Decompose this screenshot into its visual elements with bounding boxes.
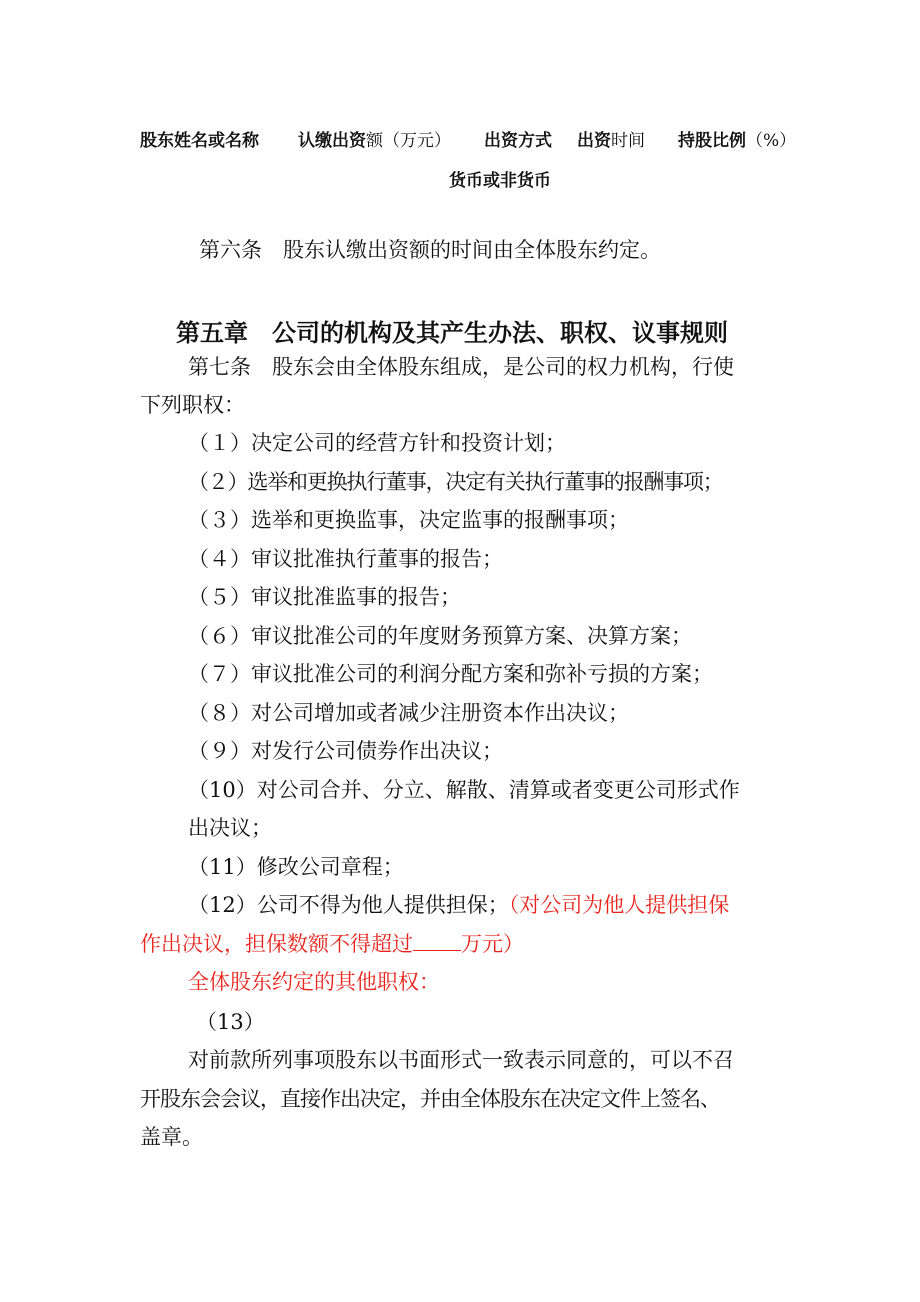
power-item: （５）审议批准监事的报告；: [188, 585, 461, 609]
other-powers-note: 全体股东约定的其他职权：: [188, 970, 440, 994]
header-col-subscribed-capital: 认缴出资额（万元）: [298, 131, 451, 151]
article-6: 第六条 股东认缴出资额的时间由全体股东约定。: [199, 238, 661, 262]
guarantee-unit-text: 万元）: [461, 932, 524, 956]
power-item: （１）决定公司的经营方针和投资计划；: [188, 431, 566, 455]
article-7-line-2: 下列职权：: [140, 393, 245, 417]
header-col-shareholding-ratio: 持股比例（%）: [678, 131, 797, 151]
chapter-5-heading: 第五章 公司的机构及其产生办法、职权、议事规则: [176, 318, 728, 347]
guarantee-amount-blank: [413, 930, 461, 951]
closing-paragraph-line-2: 开股东会会议，直接作出决定，并由全体股东在决定文件上签名、: [140, 1087, 720, 1111]
power-item: （８）对公司增加或者减少注册资本作出决议；: [188, 701, 629, 725]
power-item: （６）审议批准公司的年度财务预算方案、决算方案；: [188, 624, 692, 648]
power-item-12-line-1: [188, 890, 729, 920]
power-item: （７）审议批准公司的利润分配方案和弥补亏损的方案；: [188, 662, 713, 686]
power-item-11: （11）修改公司章程；: [188, 855, 404, 879]
power-item-12-line-2: [140, 929, 524, 959]
power-item-10-line-2: 出决议；: [188, 816, 272, 840]
closing-paragraph-line-1: 对前款所列事项股东以书面形式一致表示同意的，可以不召: [188, 1048, 734, 1072]
header-col-shareholder-name: 股东姓名或名称: [140, 131, 259, 151]
power-item-13: （13）: [196, 1010, 265, 1034]
power-item-10-line-1: （10）对公司合并、分立、解散、清算或者变更公司形式作: [188, 778, 740, 802]
closing-paragraph-line-3: 盖章。: [140, 1125, 203, 1149]
power-item: （４）审议批准执行董事的报告；: [188, 547, 503, 571]
item-12-guarantee-note: （对公司为他人提供担保: [508, 893, 730, 917]
item-12-text: （12）公司不得为他人提供担保；: [188, 893, 509, 917]
header-col-contribution-method: 出资方式: [484, 131, 552, 151]
article-7-line-1: 第七条 股东会由全体股东组成，是公司的权力机构，行使: [188, 355, 734, 379]
header-col-contribution-time: 出资时间: [577, 131, 645, 151]
power-item: （９）对发行公司债券作出决议；: [188, 739, 503, 763]
power-item: （３）选举和更换监事，决定监事的报酬事项；: [188, 508, 629, 532]
header-col-method-subtitle: 货币或非货币: [449, 171, 551, 191]
guarantee-limit-text: 作出决议，担保数额不得超过: [140, 932, 413, 956]
power-item: （２）选举和更换执行董事，决定有关执行董事的报酬事项；: [188, 470, 723, 494]
